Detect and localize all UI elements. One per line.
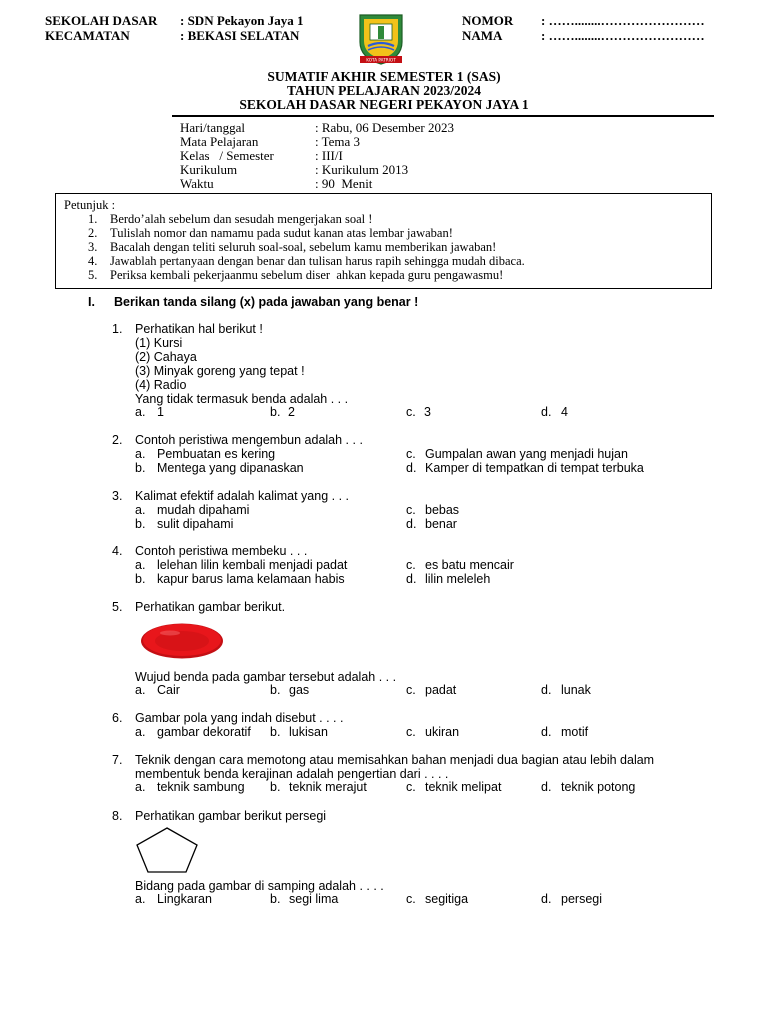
q1-line: (3) Minyak goreng yang tepat ! (135, 364, 305, 378)
red-plate-image (140, 622, 224, 660)
name-value[interactable]: : ……........…………………… (541, 28, 705, 43)
exam-title: SUMATIF AKHIR SEMESTER 1 (SAS) (267, 69, 501, 84)
id-value: : III/I (315, 148, 343, 163)
district-label: KECAMATAN (45, 28, 130, 43)
answer-option[interactable]: d. benar (406, 517, 457, 531)
id-value: : Kurikulum 2013 (315, 162, 409, 177)
instruction-item: 2. Tulislah nomor dan namamu pada sudut kanan atas lembar jawaban! (88, 226, 453, 240)
id-value: : Tema 3 (315, 134, 361, 149)
id-value: : Rabu, 06 Desember 2023 (315, 120, 455, 135)
q1-line: (4) Radio (135, 378, 187, 392)
answer-option[interactable]: a. Pembuatan es kering (135, 447, 276, 461)
section-number: I. (88, 295, 95, 309)
question-text: Gambar pola yang indah disebut . . . . (135, 711, 344, 725)
answer-option[interactable]: a. Cair (135, 683, 180, 697)
question-number: 2. (112, 433, 123, 447)
title-divider (172, 115, 714, 117)
answer-option[interactable]: b. 2 (270, 405, 295, 419)
question-text: Perhatikan hal berikut ! (135, 322, 263, 336)
answer-option[interactable]: a. 1 (135, 405, 164, 419)
question-text: Perhatikan gambar berikut. (135, 600, 286, 614)
logo-text: KOTA PATRIOT (366, 57, 396, 63)
instruction-item: 3. Bacalah dengan teliti seluruh soal-soal, sebelum kamu memberikan jawaban! (88, 240, 497, 254)
question-text: Kalimat efektif adalah kalimat yang . . . (135, 489, 349, 503)
answer-option[interactable]: a. lelehan lilin kembali menjadi padat (135, 558, 348, 572)
number-value[interactable]: : ……........…………………… (541, 13, 705, 28)
q1-prompt: Yang tidak termasuk benda adalah . . . (135, 392, 349, 406)
answer-option[interactable]: b. gas (270, 683, 310, 697)
question-text: Teknik dengan cara memotong atau memisahkan bahan menjadi dua bagian atau lebih dalam (135, 753, 655, 767)
answer-option[interactable]: c. ukiran (406, 725, 460, 739)
question-number: 3. (112, 489, 123, 503)
answer-option[interactable]: a. Lingkaran (135, 892, 212, 906)
answer-option[interactable]: b. teknik merajut (270, 780, 367, 794)
instructions-box (55, 193, 712, 289)
instructions-title: Petunjuk : (64, 198, 116, 212)
q1-line: (2) Cahaya (135, 350, 197, 364)
answer-option[interactable]: b. lukisan (270, 725, 328, 739)
q7-text-continued: membentuk benda kerajinan adalah pengertian dari . . . . (135, 767, 449, 781)
id-key: Mata Pelajaran (180, 134, 259, 149)
answer-option[interactable]: d. lilin meleleh (406, 572, 491, 586)
school-name: SEKOLAH DASAR NEGERI PEKAYON JAYA 1 (239, 97, 529, 112)
answer-option[interactable]: d. lunak (541, 683, 591, 697)
answer-option[interactable]: c. Gumpalan awan yang menjadi hujan (406, 447, 628, 461)
id-key: Kurikulum (180, 162, 238, 177)
answer-option[interactable]: c. teknik melipat (406, 780, 502, 794)
question-text: Contoh peristiwa membeku . . . (135, 544, 308, 558)
answer-option[interactable]: a. teknik sambung (135, 780, 245, 794)
q1-line: (1) Kursi (135, 336, 183, 350)
answer-option[interactable]: c. es batu mencair (406, 558, 514, 572)
district-value: : BEKASI SELATAN (180, 28, 300, 43)
answer-option[interactable]: c. bebas (406, 503, 460, 517)
answer-option[interactable]: c. 3 (406, 405, 431, 419)
pentagon-image (134, 826, 200, 874)
question-text: Perhatikan gambar berikut persegi (135, 809, 327, 823)
id-key: Waktu (180, 176, 214, 191)
answer-option[interactable]: b. sulit dipahami (135, 517, 234, 531)
answer-option[interactable]: d. 4 (541, 405, 568, 419)
section-title: Berikan tanda silang (x) pada jawaban yang benar ! (114, 295, 419, 309)
question-number: 6. (112, 711, 123, 725)
question-number: 5. (112, 600, 123, 614)
id-key: Hari/tanggal (180, 120, 245, 135)
id-key: Kelas / Semester (180, 148, 274, 163)
school-label: SEKOLAH DASAR (45, 13, 158, 28)
q8-prompt: Bidang pada gambar di samping adalah . . . . (135, 879, 384, 893)
school-logo (356, 12, 406, 66)
answer-option[interactable]: c. segitiga (406, 892, 469, 906)
question-number: 4. (112, 544, 123, 558)
answer-option[interactable]: a. gambar dekoratif (135, 725, 251, 739)
answer-option[interactable]: b. segi lima (270, 892, 339, 906)
instruction-item: 1. Berdo’alah sebelum dan sesudah mengerjakan soal ! (88, 212, 373, 226)
instruction-item: 5. Periksa kembali pekerjaanmu sebelum diser ahkan kepada guru pengawasmu! (88, 268, 504, 282)
question-number: 1. (112, 322, 123, 336)
instruction-item: 4. Jawablah pertanyaan dengan benar dan tulisan harus rapih sehingga mudah dibaca. (88, 254, 525, 268)
school-value: : SDN Pekayon Jaya 1 (180, 13, 304, 28)
answer-option[interactable]: c. padat (406, 683, 457, 697)
answer-option[interactable]: b. kapur barus lama kelamaan habis (135, 572, 345, 586)
answer-option[interactable]: a. mudah dipahami (135, 503, 250, 517)
answer-option[interactable]: d. persegi (541, 892, 602, 906)
answer-option[interactable]: d. motif (541, 725, 589, 739)
name-label: NAMA (462, 28, 503, 43)
answer-option[interactable]: b. Mentega yang dipanaskan (135, 461, 304, 475)
q5-prompt: Wujud benda pada gambar tersebut adalah . . . (135, 670, 397, 684)
question-number: 8. (112, 809, 123, 823)
number-label: NOMOR (462, 13, 514, 28)
question-text: Contoh peristiwa mengembun adalah . . . (135, 433, 363, 447)
question-number: 7. (112, 753, 123, 767)
school-year: TAHUN PELAJARAN 2023/2024 (286, 83, 481, 98)
answer-option[interactable]: d. teknik potong (541, 780, 636, 794)
id-value: : 90 Menit (315, 176, 373, 191)
answer-option[interactable]: d. Kamper di tempatkan di tempat terbuka (406, 461, 644, 475)
